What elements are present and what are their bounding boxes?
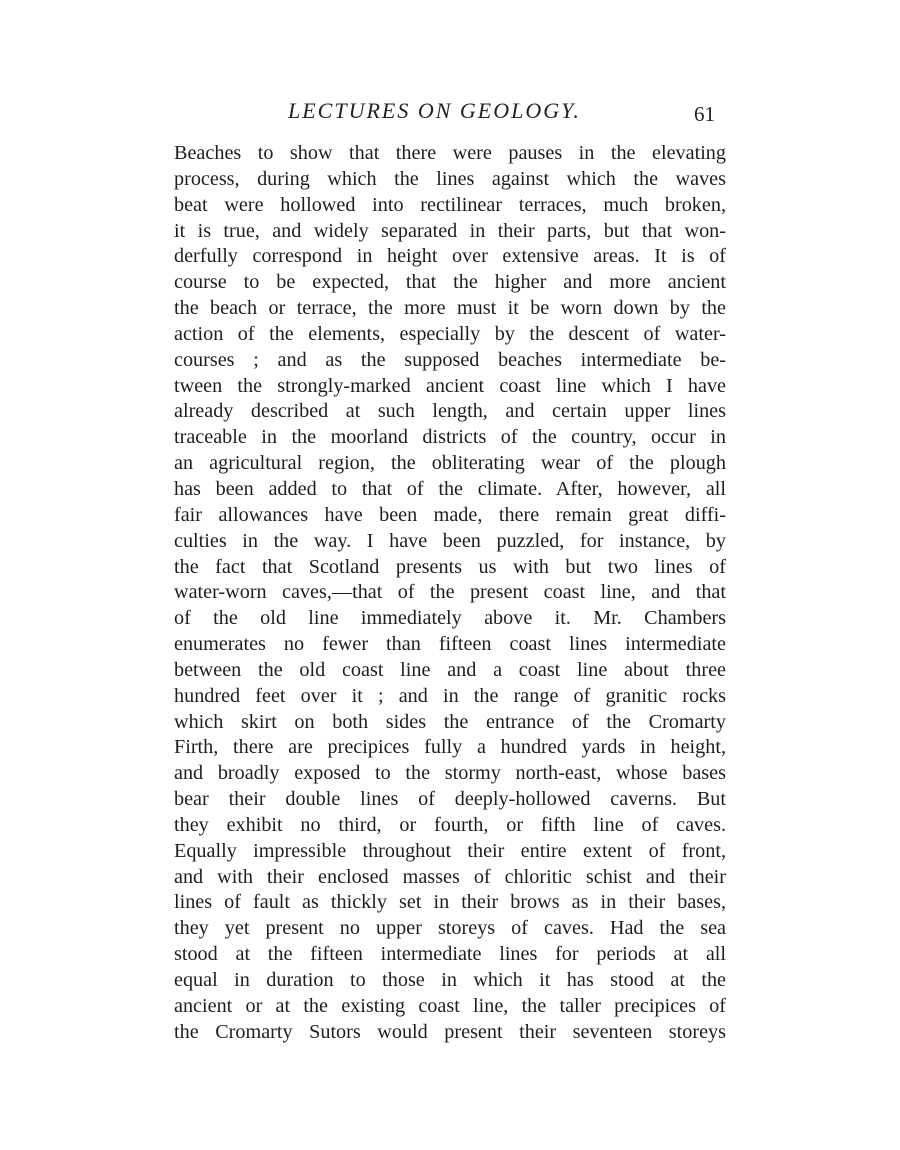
text-line: which skirt on both sides the entrance of the Cromarty	[174, 710, 726, 733]
text-line: between the old coast line and a coast line about three	[174, 658, 726, 681]
text-line: beat were hollowed into rectilinear terraces, much broken,	[174, 193, 726, 216]
text-line: an agricultural region, the obliterating wear of the plough	[174, 452, 726, 475]
text-line: already described at such length, and certain upper lines	[174, 400, 726, 423]
text-line: courses ; and as the supposed beaches intermediate be-	[174, 348, 726, 371]
text-line: they yet present no upper storeys of caves. Had the sea	[174, 917, 726, 940]
text-line: course to be expected, that the higher and more ancient	[174, 271, 726, 294]
text-line: culties in the way. I have been puzzled, for instance, by	[174, 529, 726, 552]
text-line: the beach or terrace, the more must it be worn down by the	[174, 297, 726, 320]
text-line: tween the strongly-marked ancient coast line which I have	[174, 374, 726, 397]
text-line: Beaches to show that there were pauses in the elevating	[174, 142, 726, 164]
text-line: process, during which the lines against which the waves	[174, 167, 726, 190]
page-number: 61	[694, 102, 715, 126]
text-line: fair allowances have been made, there remain great diffi-	[174, 503, 726, 526]
text-line: Firth, there are precipices fully a hundred yards in height,	[174, 736, 726, 759]
text-line: the fact that Scotland presents us with but two lines of	[174, 555, 726, 578]
text-line: water-worn caves,—that of the present coast line, and that	[174, 581, 726, 604]
text-line: enumerates no fewer than fifteen coast lines intermediate	[174, 633, 726, 656]
text-line: lines of fault as thickly set in their brows as in their bases,	[174, 891, 726, 914]
text-line: stood at the fifteen intermediate lines for periods at all	[174, 943, 726, 966]
text-line: derfully correspond in height over extensive areas. It is of	[174, 245, 726, 268]
text-line: equal in duration to those in which it has stood at the	[174, 969, 726, 991]
text-line: ancient or at the existing coast line, the taller precipices of	[174, 994, 726, 1017]
body-text	[174, 141, 726, 1046]
running-head: LECTURES ON GEOLOGY.	[288, 98, 581, 123]
text-line: the Cromarty Sutors would present their seventeen storeys	[174, 1020, 726, 1043]
text-line: and with their enclosed masses of chloritic schist and their	[174, 865, 726, 888]
text-line: traceable in the moorland districts of the country, occur in	[174, 426, 726, 449]
text-line: action of the elements, especially by the descent of water-	[174, 322, 726, 345]
text-line: they exhibit no third, or fourth, or fifth line of caves.	[174, 813, 726, 836]
text-line: has been added to that of the climate. After, however, all	[174, 477, 726, 500]
text-line: and broadly exposed to the stormy north-east, whose bases	[174, 762, 726, 785]
text-line: hundred feet over it ; and in the range of granitic rocks	[174, 684, 726, 707]
text-line: bear their double lines of deeply-hollowed caverns. But	[174, 788, 726, 811]
text-line: it is true, and widely separated in their parts, but that won-	[174, 219, 726, 242]
text-line: of the old line immediately above it. Mr. Chambers	[174, 607, 726, 630]
text-line: Equally impressible throughout their entire extent of front,	[174, 839, 726, 862]
